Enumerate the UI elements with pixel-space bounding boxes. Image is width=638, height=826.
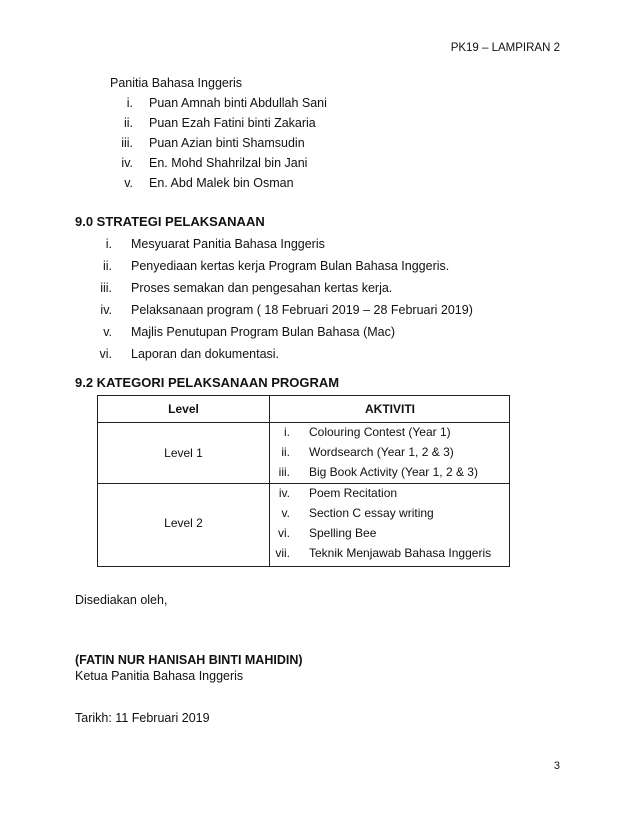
list-number: ii.	[123, 116, 133, 130]
list-text: Majlis Penutupan Program Bulan Bahasa (Mac)	[131, 325, 396, 339]
list-number: vi.	[99, 347, 112, 361]
list-number: iii.	[121, 136, 133, 150]
list-number: iv.	[100, 303, 112, 317]
list-number: i.	[284, 425, 290, 439]
member-name: En. Mohd Shahrilzal bin Jani	[149, 156, 308, 170]
list-number: ii.	[102, 259, 112, 273]
list-text: Proses semakan dan pengesahan kertas kerja.	[131, 281, 393, 295]
list-number: i.	[105, 237, 112, 251]
committee-title: Panitia Bahasa Inggeris	[110, 76, 243, 90]
list-number: vi.	[278, 526, 290, 540]
list-number: v.	[281, 506, 290, 520]
member-name: En. Abd Malek bin Osman	[149, 176, 294, 190]
list-number: iv.	[278, 486, 290, 500]
list-number: iii.	[100, 281, 112, 295]
signatory-role: Ketua Panitia Bahasa Inggeris	[75, 669, 244, 683]
list-number: ii.	[281, 445, 290, 459]
page-number: 3	[553, 760, 560, 772]
member-name: Puan Ezah Fatini binti Zakaria	[149, 116, 316, 130]
activity-text: Teknik Menjawab Bahasa Inggeris	[309, 546, 492, 560]
list-text: Laporan dan dokumentasi.	[131, 347, 280, 361]
activity-text: Big Book Activity (Year 1, 2 & 3)	[309, 465, 478, 479]
prepared-by-label: Disediakan oleh,	[75, 593, 168, 607]
list-number: v.	[103, 325, 112, 339]
table-cell-level: Level 1	[164, 446, 203, 460]
table-header-activity: AKTIVITI	[365, 402, 415, 416]
section-heading-category: 9.2 KATEGORI PELAKSANAAN PROGRAM	[75, 375, 340, 390]
activity-table	[97, 395, 510, 567]
list-text: Mesyuarat Panitia Bahasa Inggeris	[131, 237, 325, 251]
list-number: iv.	[121, 156, 133, 170]
list-text: Penyediaan kertas kerja Program Bulan Bahasa Inggeris.	[131, 259, 450, 273]
document-date: Tarikh: 11 Februari 2019	[75, 711, 210, 725]
page-header: PK19 – LAMPIRAN 2	[450, 42, 560, 54]
activity-text: Wordsearch (Year 1, 2 & 3)	[309, 445, 454, 459]
list-number: vii.	[275, 546, 290, 560]
list-number: i.	[126, 96, 133, 110]
list-number: v.	[124, 176, 133, 190]
activity-text: Spelling Bee	[309, 526, 377, 540]
section-heading-strategy: 9.0 STRATEGI PELAKSANAAN	[75, 214, 265, 229]
table-cell-level: Level 2	[164, 516, 203, 530]
table-header-level: Level	[168, 402, 199, 416]
activity-text: Colouring Contest (Year 1)	[309, 425, 451, 439]
member-name: Puan Azian binti Shamsudin	[149, 136, 305, 150]
list-text: Pelaksanaan program ( 18 Februari 2019 – 28 Februari 2019)	[131, 303, 473, 317]
list-number: iii.	[278, 465, 290, 479]
signatory-name: (FATIN NUR HANISAH BINTI MAHIDIN)	[75, 653, 303, 667]
activity-text: Poem Recitation	[309, 486, 398, 500]
member-name: Puan Amnah binti Abdullah Sani	[149, 96, 327, 110]
activity-text: Section C essay writing	[309, 506, 434, 520]
